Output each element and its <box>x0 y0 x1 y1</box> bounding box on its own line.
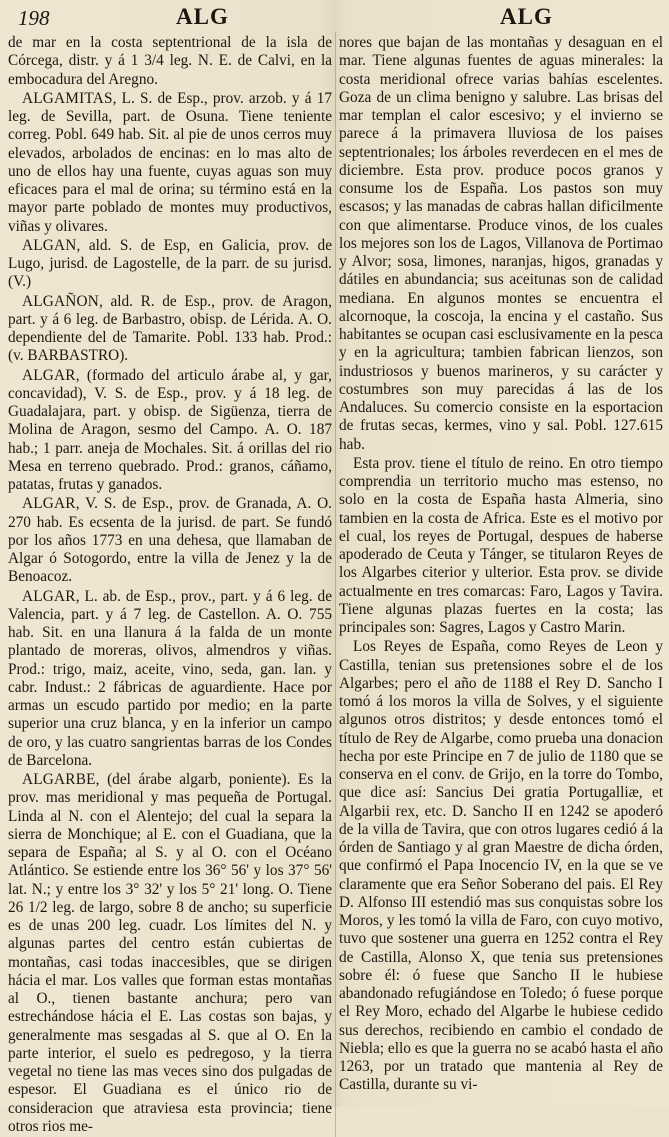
entry-text: de mar en la costa septentrional de la isla de Córcega, distr. y á 1 3/4 leg. N. E. de Calvi, en la embocadura del Aregno. <box>8 34 332 88</box>
entry-headword: ALGAR <box>22 587 76 605</box>
dictionary-entry <box>8 293 332 366</box>
entry-headword: ALGAÑON <box>22 292 100 310</box>
entry-headword: ALGAR <box>22 366 76 384</box>
continued-paragraph <box>339 34 663 454</box>
running-head-left: ALG <box>176 4 229 29</box>
right-column <box>339 34 663 1137</box>
page-header <box>8 4 663 34</box>
continued-paragraph <box>8 34 332 89</box>
entry-headword: ALGARBE <box>22 771 96 788</box>
dictionary-entry <box>8 495 332 586</box>
entry-text: nores que bajan de las montañas y desaguan en el mar. Tiene algunas fuentes de aguas minerales: la costa meridional ofrece varias bahías escelentes. Goza de un clima benigno y salubre. Las brisas del mar templan el calor escesivo; y el invierno se parece á la primavera lluviosa de los paises septentrionales; los árboles reverdecen en el mes de diciembre. Esta prov. produce pocos granos y consume los de España. Los pastos son muy escasos; y las manadas de cabras hallan dificilmente con que alimentarse. Produce vinos, de los cuales los mejores son los de Lagos, Villanova de Portimao y Alvor; sosa, limones, naranjas, higos, granadas y dátiles en abundancia; sus aceitunas son de calidad mediana. En algunos montes se encuentra el alcornoque, la coscoja, la encina y el castaño. Sus habitantes se ocupan casi esclusivamente en la pesca y en la agricultura; tambien fabrican lienzos, son industriosos y buenos marineros, y su carácter y costumbres son muy parecidas á las de los Andaluces. Su comercio consiste en la esportacion de frutas secas, kermes, vino y sal. Pobl. 127.615 hab. <box>339 34 663 453</box>
dictionary-entry <box>8 588 332 771</box>
entry-text: , (del árabe algarb, poniente). Es la prov. mas meridional y mas pequeña de Portugal. Linda al N. con el Alentejo; del cual la separa la sierra de Monchique; al E. con el Guadiana, que la separa de España; al S. y al O. con el Océano Atlántico. Se estiende entre los 36° 56' y los 37° 56' lat. N.; y entre los 3° 32' y los 5° 21' long. O. Tiene 26 1/2 leg. de largo, sobre 8 de ancho; su superficie es de unas 200 leg. cuadr. Los límites del N. y algunas partes del centro están cubiertas de montañas, casi todas inaccesibles, que se dirigen hácia el mar. Los valles que forman estas montañas al O., tienen bastante anchura; pero van estrechándose hácia el E. Las costas son bajas, y generalmente mas sesgadas al S. que al O. En la parte interior, el suelo es pedregoso, y la tierra vegetal no tiene las mas veces sino dos pulgadas de espesor. El Guadiana es el único rio de consideracion que atraviesa esta provincia; tiene otros rios me- <box>8 771 332 1135</box>
entry-text: , ald. S. de Esp, en Galicia, prov. de Lugo, jurisd. de Lagostelle, de la parr. de su jurisd. (V.) <box>8 236 332 291</box>
entry-text: , ald. R. de Esp., prov. de Aragon, part. y á 6 leg. de Barbastro, obisp. de Lérida. A. O. dependiente del de Tamarite. Pobl. 133 hab. Prod.: (v. BARBASTRO). <box>8 292 332 365</box>
entry-text: , V. S. de Esp., prov. de Granada, A. O. 270 hab. Es ecsenta de la jurisd. de part. Se fundó por los años 1773 en una dehesa, que llamaban de Algar ó Sotogordo, entre la villa de Jenez y la de Benoacoz. <box>8 495 332 586</box>
left-column <box>8 34 332 1137</box>
page-number: 198 <box>18 6 50 30</box>
column-divider <box>335 32 336 1137</box>
dictionary-entry <box>8 90 332 236</box>
entry-headword: ALGAR <box>22 495 76 513</box>
running-head-right: ALG <box>500 4 553 29</box>
dictionary-entry <box>8 367 332 495</box>
text-columns <box>8 34 663 1137</box>
dictionary-entry <box>8 771 332 1136</box>
entry-headword: ALGAMITAS <box>22 89 113 107</box>
entry-headword: ALGAN <box>22 236 77 254</box>
dictionary-entry <box>8 237 332 292</box>
paragraph <box>339 638 663 1094</box>
entry-text: Los Reyes de España, como Reyes de Leon y Castilla, tenian sus pretensiones sobre el de los Algarbes; pero el año de 1188 el Rey D. Sancho I tomó á los moros la villa de Solves, y el siguiente algunos otros distritos; y desde entonces tomó el título de Rey de Algarbe, como prueba una donacion hecha por este Principe en 7 de julio de 1180 que se conserva en el conv. de Grijo, en la torre do Tombo, que dice así: Sancius Dei gratia Portugalliæ, et Algarbii rex, etc. D. Sancho II en 1242 se apoderó de la villa de Tavira, que con otros lugares cedió á la órden de Santiago y al gran Maestre de dicha órden, que confirmó el Papa Inocencio IV, en la que se ve claramente que era Señor Soberano del pais. El Rey D. Alfonso III estendió mas sus conquistas sobre los Moros, y les tomó la villa de Faro, con cuyo motivo, tuvo que sostener una guerra en 1252 contra el Rey de Castilla, Alonso X, que tenia sus pretensiones sobre él: ó fuese que Sancho II le hubiese abandonado refugiándose en Toledo; ó fuese porque el Rey Moro, echado del Algarbe le hubiese cedido sus derechos, recibiendo en cambio el condado de Niebla; ello es que la guerra no se acabó hasta el año 1263, por un tratado que mantenia al Rey de Castilla, durante su vi- <box>339 638 663 1094</box>
entry-text: , L. S. de Esp., prov. arzob. y á 17 leg. de Sevilla, part. de Osuna. Tiene teniente correg. Pobl. 649 hab. Sit. al pie de unos cerros muy elevados, arbolados de encinas: en lo mas alto de uno de ellos hay una fuente, cuyas aguas son muy eficaces para el mal de orina; su término está en la mayor parte poblado de montes muy productivos, viñas y olivares. <box>8 89 332 235</box>
entry-text: , (formado del articulo árabe al, y gar, concavidad), V. S. de Esp., prov. y á 18 leg. de Guadalajara, part. y obisp. de Sigüenza, tierra de Molina de Aragon, sesmo del Campo. A. O. 187 hab.; 1 parr. aneja de Mochales. Sit. á orillas del rio Mesa en terreno quebrado. Prod.: granos, cáñamo, patatas, frutas y ganados. <box>8 366 332 493</box>
entry-text: , L. ab. de Esp., prov., part. y á 6 leg. de Valencia, part. y á 7 leg. de Castellon. A. O. 755 hab. Sit. en una llanura á la falda de un monte plantado de moreras, olivos, almendros y viñas. Prod.: trigo, maiz, aceite, vino, seda, gan. lan. y cabr. Indust.: 2 fábricas de aguardiente. Hace por armas un escudo partido por medio; en la parte superior una cruz blanca, y en la inferior un campo de oro, y las cuatro sangrientas barras de los Condes de Barcelona. <box>8 587 332 769</box>
entry-text: Esta prov. tiene el título de reino. En otro tiempo comprendia un territorio mucho mas estenso, no solo en la costa de España hasta Almeria, sino tambien en la costa de Africa. Este es el motivo por el cual, los reyes de Portugal, despues de haberse apoderado de Ceuta y Tánger, se titularon Reyes de los Algarbes citerior y ulterior. Esta prov. se divide actualmente en tres comarcas: Faro, Lagos y Tavira. Tiene algunas plazas fuertes en la costa; las principales son: Sagres, Lagos y Castro Marin. <box>339 454 663 636</box>
paragraph <box>339 455 663 638</box>
